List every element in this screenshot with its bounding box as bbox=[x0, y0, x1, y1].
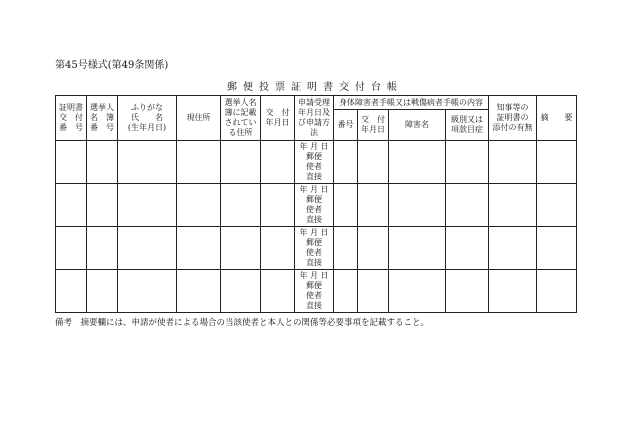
header-handbook-number: 番号 bbox=[334, 110, 358, 141]
ledger-table bbox=[55, 95, 577, 313]
empty-cell bbox=[334, 184, 358, 227]
table-row bbox=[56, 184, 577, 227]
empty-cell bbox=[177, 227, 221, 270]
application-cell: 年 月 日 郵便 使者 直接 bbox=[295, 184, 334, 227]
application-cell: 年 月 日 郵便 使者 直接 bbox=[295, 227, 334, 270]
header-registered-address: 選挙人名 簿に記載 されてい る住所 bbox=[221, 96, 261, 141]
empty-cell bbox=[221, 141, 261, 184]
header-grade: 級別又は 項款目症 bbox=[446, 110, 489, 141]
empty-cell bbox=[537, 184, 577, 227]
header-application: 申請受理 年月日及 び申請方 法 bbox=[295, 96, 334, 141]
header-cert-number: 証明書 交 付 番 号 bbox=[56, 96, 87, 141]
empty-cell bbox=[118, 141, 177, 184]
empty-cell bbox=[87, 141, 118, 184]
header-governor-cert: 知事等の 証明書の 添付の有無 bbox=[489, 96, 537, 141]
note: 備考 摘要欄には、申請が使者による場合の当該使者と本人との関係等必要事項を記載すること。 bbox=[55, 318, 430, 328]
header-name: ふりがな 氏 名 (生年月日) bbox=[118, 96, 177, 141]
empty-cell bbox=[358, 184, 389, 227]
empty-cell bbox=[177, 141, 221, 184]
header-disability-handbook: 身体障害者手帳又は戦傷病者手帳の内容 bbox=[334, 96, 489, 110]
application-cell: 年 月 日 郵便 使者 直接 bbox=[295, 141, 334, 184]
empty-cell bbox=[221, 227, 261, 270]
empty-cell bbox=[446, 227, 489, 270]
empty-cell bbox=[177, 184, 221, 227]
header-remarks: 摘 要 bbox=[537, 96, 577, 141]
empty-cell bbox=[56, 227, 87, 270]
empty-cell bbox=[389, 184, 446, 227]
empty-cell bbox=[489, 227, 537, 270]
empty-cell bbox=[537, 141, 577, 184]
header-issue-date: 交 付 年月日 bbox=[261, 96, 295, 141]
header-address: 現住所 bbox=[177, 96, 221, 141]
empty-cell bbox=[358, 141, 389, 184]
empty-cell bbox=[118, 270, 177, 313]
application-cell: 年 月 日 郵便 使者 直接 bbox=[295, 270, 334, 313]
empty-cell bbox=[334, 270, 358, 313]
empty-cell bbox=[537, 270, 577, 313]
empty-cell bbox=[358, 227, 389, 270]
empty-cell bbox=[334, 227, 358, 270]
empty-cell bbox=[389, 270, 446, 313]
empty-cell bbox=[261, 141, 295, 184]
empty-cell bbox=[56, 141, 87, 184]
empty-cell bbox=[358, 270, 389, 313]
empty-cell bbox=[261, 270, 295, 313]
empty-cell bbox=[389, 227, 446, 270]
empty-cell bbox=[118, 227, 177, 270]
empty-cell bbox=[334, 141, 358, 184]
empty-cell bbox=[87, 270, 118, 313]
header-handbook-issue: 交 付 年月日 bbox=[358, 110, 389, 141]
empty-cell bbox=[221, 184, 261, 227]
empty-cell bbox=[389, 141, 446, 184]
empty-cell bbox=[87, 184, 118, 227]
empty-cell bbox=[261, 184, 295, 227]
empty-cell bbox=[489, 184, 537, 227]
header-elector-number: 選挙人 名 簿 番 号 bbox=[87, 96, 118, 141]
table-row bbox=[56, 270, 577, 313]
empty-cell bbox=[87, 227, 118, 270]
empty-cell bbox=[221, 270, 261, 313]
empty-cell bbox=[177, 270, 221, 313]
empty-cell bbox=[118, 184, 177, 227]
empty-cell bbox=[446, 141, 489, 184]
empty-cell bbox=[56, 184, 87, 227]
table-row bbox=[56, 227, 577, 270]
header-disability-name: 障害名 bbox=[389, 110, 446, 141]
empty-cell bbox=[261, 227, 295, 270]
table-row bbox=[56, 141, 577, 184]
empty-cell bbox=[489, 141, 537, 184]
empty-cell bbox=[537, 227, 577, 270]
empty-cell bbox=[446, 270, 489, 313]
page-title: 郵便投票証明書交付台帳 bbox=[227, 82, 403, 93]
empty-cell bbox=[446, 184, 489, 227]
form-number: 第45号様式(第49条関係) bbox=[55, 60, 169, 71]
empty-cell bbox=[56, 270, 87, 313]
empty-cell bbox=[489, 270, 537, 313]
